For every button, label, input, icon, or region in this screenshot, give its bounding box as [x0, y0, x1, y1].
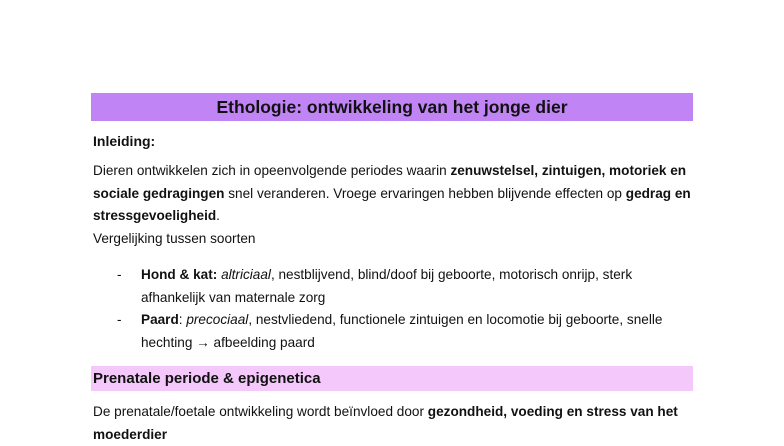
- bullet-dash: -: [117, 312, 122, 327]
- intro-bold-1: zenuwstelsel, zintuigen, motoriek en sociale gedragingen: [93, 163, 687, 201]
- species-list: [93, 264, 693, 354]
- list-item-dog-cat: - Hond & kat: altriciaal, nestblijvend, blind/doof bij geboorte, motorisch onrijp, sterk afhankelijk van maternale zorg: [93, 264, 693, 309]
- bullet-label: Hond & kat:: [141, 267, 218, 282]
- page-title-bar: [91, 93, 693, 121]
- intro-heading: Inleiding:: [93, 133, 156, 149]
- bullet-term: precociaal: [186, 312, 249, 327]
- comparison-line: Vergelijking tussen soorten: [93, 231, 256, 246]
- bullet-term: altriciaal: [221, 267, 271, 282]
- intro-bold-2: gedrag en stressgevoeligheid: [93, 185, 691, 223]
- prenatal-bold: gezondheid, voeding en stress van het moederdier: [93, 404, 678, 442]
- bullet-dash: -: [117, 267, 122, 282]
- page-title: Ethologie: ontwikkeling van het jonge dier: [216, 96, 568, 117]
- prenatal-paragraph: De prenatale/foetale ontwikkeling wordt beïnvloed door gezondheid, voeding en stress van het moederdier: [93, 404, 678, 442]
- section-heading-bar: [91, 366, 693, 391]
- bullet-label: Paard: [141, 312, 179, 327]
- section-title: Prenatale periode & epigenetica: [93, 370, 321, 387]
- list-item-horse: - Paard: precociaal, nestvliedend, functionele zintuigen en locomotie bij geboorte, snelle hechting → afbeelding paard: [93, 309, 693, 354]
- intro-paragraph: Dieren ontwikkelen zich in opeenvolgende periodes waarin zenuwstelsel, zintuigen, motoriek en sociale gedragingen snel veranderen. Vroege ervaringen hebben blijvende effecten op gedrag en stressgevoeligheid.: [93, 163, 691, 223]
